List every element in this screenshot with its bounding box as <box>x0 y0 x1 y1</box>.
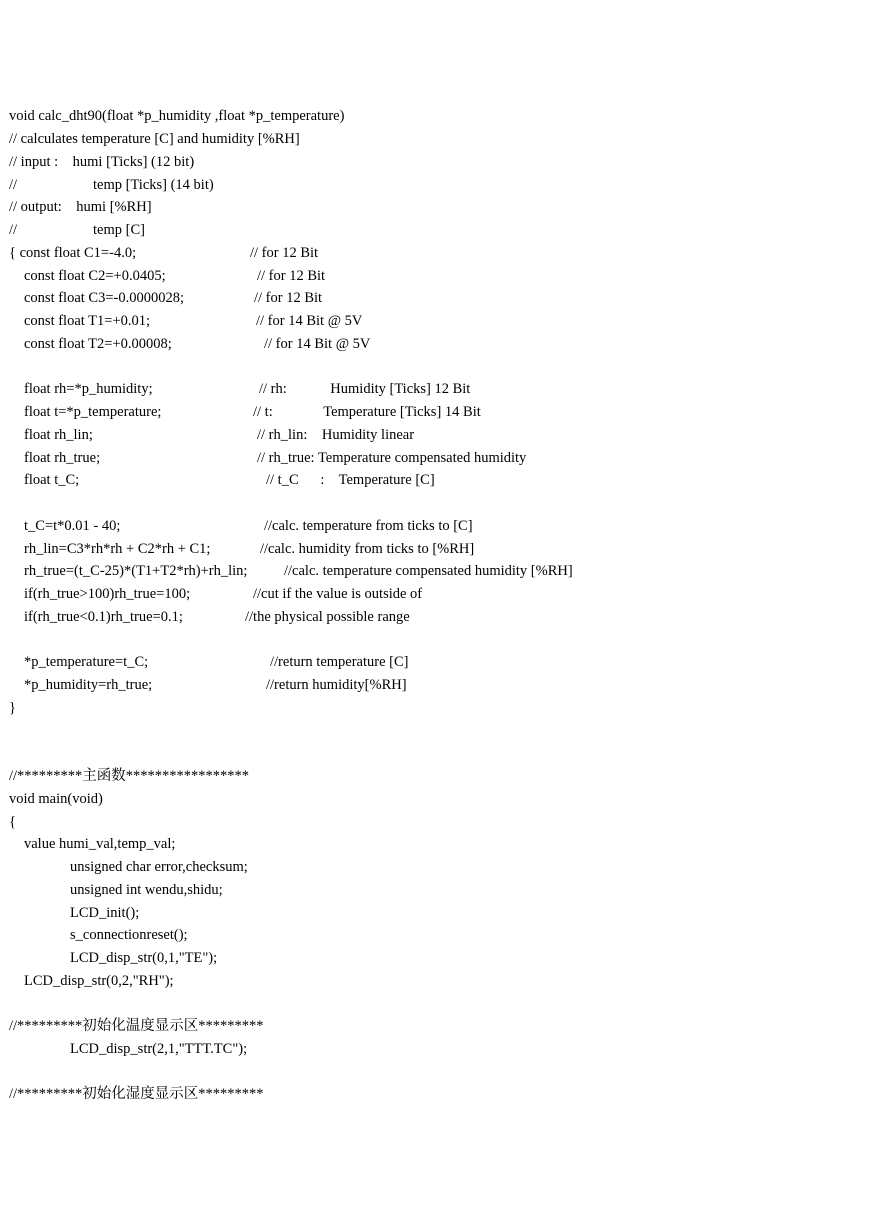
comment-text: temp [C] <box>93 222 145 238</box>
code-line <box>9 152 195 172</box>
code-line <box>70 903 140 923</box>
code-line <box>9 1084 264 1104</box>
code-text: const float C3=-0.0000028; <box>24 290 185 306</box>
comment-text: // for 14 Bit @ 5V <box>264 336 371 352</box>
code-line <box>24 561 573 581</box>
code-line <box>24 334 371 354</box>
comment-text: // rh_true: Temperature compensated humidity <box>257 450 527 466</box>
code-line <box>9 812 24 832</box>
code-line <box>70 948 218 968</box>
comment-text: //calc. temperature compensated humidity [%RH] <box>284 563 573 579</box>
code-line <box>9 243 319 263</box>
code-text: *p_humidity=rh_true; <box>24 677 153 693</box>
code-text: *p_temperature=t_C; <box>24 654 149 670</box>
code-text: unsigned int wendu,shidu; <box>70 882 223 898</box>
comment-text: //calc. humidity from ticks to [%RH] <box>260 541 475 557</box>
code-line <box>24 834 176 854</box>
code-line <box>70 925 188 945</box>
code-line <box>24 607 410 627</box>
comment-text: // for 12 Bit <box>257 268 326 284</box>
code-text: t_C=t*0.01 - 40; <box>24 518 121 534</box>
code-line <box>70 857 248 877</box>
comment-text: // t_C : Temperature [C] <box>266 472 435 488</box>
code-text: float t_C; <box>24 472 80 488</box>
code-line <box>24 379 471 399</box>
code-line <box>9 698 24 718</box>
code-line <box>9 106 345 126</box>
comment-text: // for 14 Bit @ 5V <box>256 313 363 329</box>
code-text: s_connectionreset(); <box>70 927 188 943</box>
code-line <box>9 220 145 240</box>
code-line <box>9 175 214 195</box>
code-text: LCD_disp_str(2,1,"TTT.TC"); <box>70 1041 248 1057</box>
code-line <box>70 1039 248 1059</box>
code-line <box>70 880 223 900</box>
code-text: const float C2=+0.0405; <box>24 268 166 284</box>
code-text: void main(void) <box>9 791 103 807</box>
code-line <box>24 311 363 331</box>
code-text: // <box>9 222 18 238</box>
code-line <box>24 425 415 445</box>
comment-text: // rh: Humidity [Ticks] 12 Bit <box>259 381 471 397</box>
code-text: value humi_val,temp_val; <box>24 836 176 852</box>
code-text: //*********主函数***************** <box>9 768 250 784</box>
code-text: float rh_true; <box>24 450 101 466</box>
code-line <box>24 675 407 695</box>
code-text: { const float C1=-4.0; <box>9 245 137 261</box>
code-line <box>24 402 481 422</box>
code-text: float rh=*p_humidity; <box>24 381 153 397</box>
code-line <box>9 789 103 809</box>
code-text: float rh_lin; <box>24 427 93 443</box>
code-line <box>24 266 326 286</box>
comment-text: // for 12 Bit <box>250 245 319 261</box>
code-text: const float T1=+0.01; <box>24 313 151 329</box>
code-text: } <box>9 700 16 716</box>
code-text: LCD_disp_str(0,2,"RH"); <box>24 973 174 989</box>
code-text: void calc_dht90(float *p_humidity ,float *p_temperature) <box>9 108 345 124</box>
comment-text: //cut if the value is outside of <box>253 586 423 602</box>
code-line <box>24 288 323 308</box>
code-text: //*********初始化湿度显示区********* <box>9 1086 264 1102</box>
code-text: if(rh_true>100)rh_true=100; <box>24 586 191 602</box>
code-text: LCD_init(); <box>70 905 140 921</box>
code-line <box>9 129 300 149</box>
code-line <box>24 971 174 991</box>
code-line <box>24 652 409 672</box>
code-line <box>24 539 475 559</box>
code-text: // output: humi [%RH] <box>9 199 152 215</box>
comment-text: //return humidity[%RH] <box>266 677 407 693</box>
comment-text: temp [Ticks] (14 bit) <box>93 177 214 193</box>
comment-text: //calc. temperature from ticks to [C] <box>264 518 473 534</box>
code-text: //*********初始化温度显示区********* <box>9 1018 264 1034</box>
code-text: unsigned char error,checksum; <box>70 859 248 875</box>
comment-text: // rh_lin: Humidity linear <box>257 427 415 443</box>
comment-text: // for 12 Bit <box>254 290 323 306</box>
comment-text: //return temperature [C] <box>270 654 409 670</box>
code-text: // calculates temperature [C] and humidity [%RH] <box>9 131 300 147</box>
code-line <box>9 197 152 217</box>
code-line <box>24 470 435 490</box>
code-text: { <box>9 814 16 830</box>
code-text: float t=*p_temperature; <box>24 404 162 420</box>
code-line <box>24 448 527 468</box>
code-line <box>24 516 473 536</box>
code-text: rh_true=(t_C-25)*(T1+T2*rh)+rh_lin; <box>24 563 248 579</box>
code-text: LCD_disp_str(0,1,"TE"); <box>70 950 218 966</box>
code-text: rh_lin=C3*rh*rh + C2*rh + C1; <box>24 541 211 557</box>
code-text: // input : humi [Ticks] (12 bit) <box>9 154 195 170</box>
comment-text: //the physical possible range <box>245 609 410 625</box>
code-text: const float T2=+0.00008; <box>24 336 172 352</box>
code-text: if(rh_true<0.1)rh_true=0.1; <box>24 609 183 625</box>
code-text: // <box>9 177 18 193</box>
code-line <box>9 1016 264 1036</box>
comment-text: // t: Temperature [Ticks] 14 Bit <box>253 404 481 420</box>
code-line <box>9 766 250 786</box>
code-line <box>24 584 423 604</box>
